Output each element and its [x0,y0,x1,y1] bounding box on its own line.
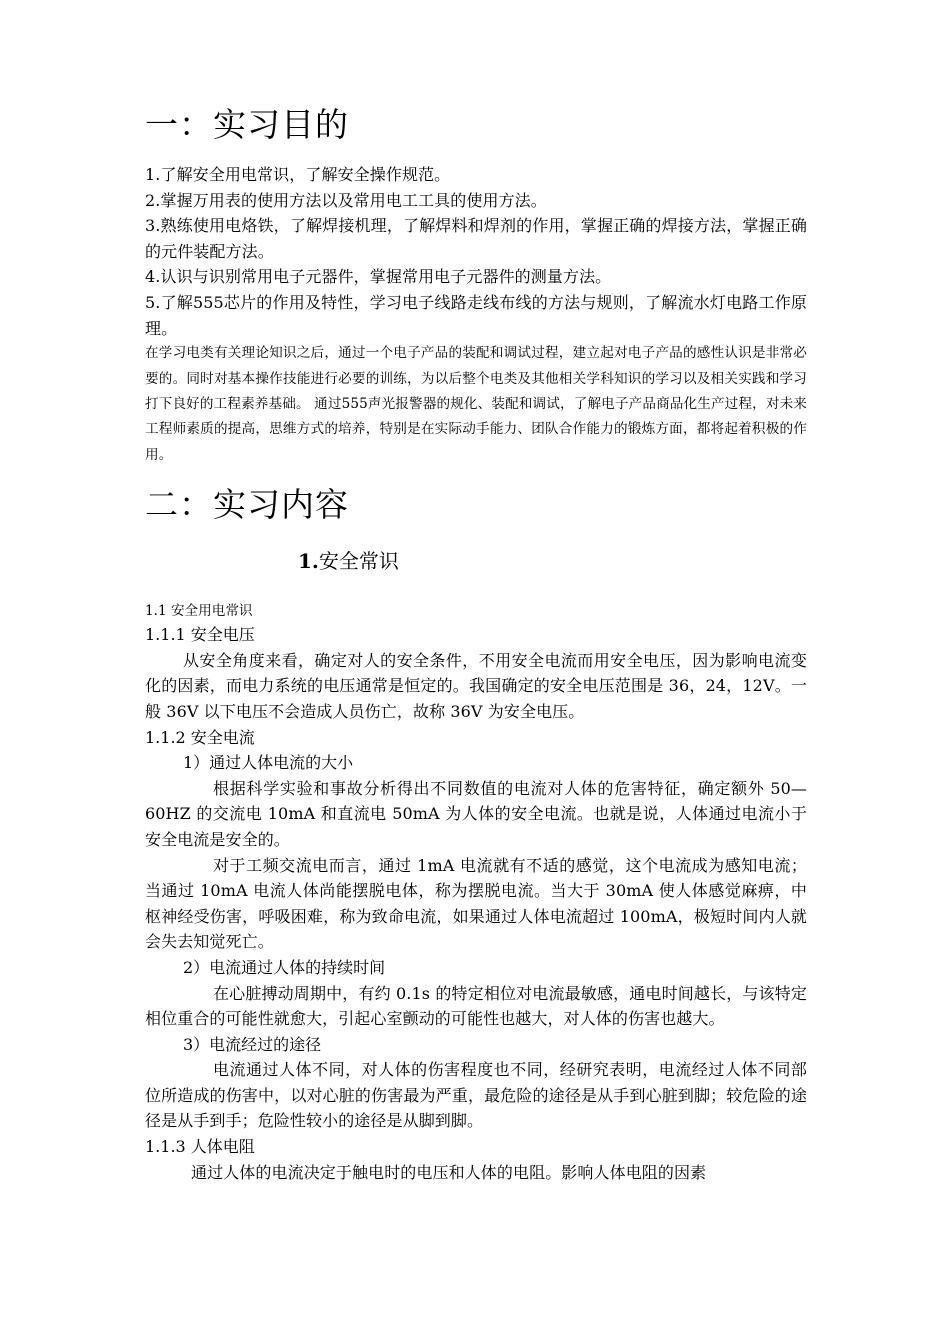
subsection-number: 1. [298,549,319,574]
list-item-duration: 2）电流通过人体的持续时间 [183,957,386,977]
paragraph-current-size-a: 根据科学实验和事故分析得出不同数值的电流对人体的危害特征，确定额外 50—60HZ 的交流电 10mA 和直流电 50mA 为人体的安全电流。也就是说，人体通过电流小于安全电流是安全的。 [145,778,807,849]
list-item-path: 3）电流经过的途径 [183,1034,322,1054]
section-heading-content: 二：实习内容 [145,485,349,525]
purpose-item-1: 1.了解安全用电常识，了解安全操作规范。 [145,165,451,184]
paragraph-path: 电流通过人体不同，对人体的伤害程度也不同，经研究表明，电流经过人体不同部位所造成的伤害中，以对心脏的伤害最为严重，最危险的途径是从手到心脏到脚；较危险的途径是从手到手；危险性较小的途径是从脚到脚。 [145,1060,807,1131]
paragraph-safe-voltage: 从安全角度来看，确定对人的安全条件，不用安全电流而用安全电压，因为影响电流变化的因素，而电力系统的电压通常是恒定的。我国确定的安全电压范围是 36，24，12V。一般 36V 以下电压不会造成人员伤亡，故称 36V 为安全电压。 [145,650,807,721]
purpose-intro-paragraph: 在学习电类有关理论知识之后，通过一个电子产品的装配和调试过程，建立起对电子产品的感性认识是非常必要的。同时对基本操作技能进行必要的训练，为以后整个电类及其他相关学科知识的学习以及相关实践和学习打下良好的工程素养基础。 通过555声光报警器的规化、装配和调试，了解电子产品商品化生产过程，对未来工程师素质的提高，思维方式的培养，特别是在实际动手能力、团队合作能力的锻炼方面，都将起着积极的作用。 [145,345,807,463]
purpose-item-3: 3.熟练使用电烙铁，了解焊接机理，了解焊料和焊剂的作用，掌握正确的焊接方法，掌握正确的元件装配方法。 [145,216,807,261]
purpose-item-5: 5.了解555芯片的作用及特性，学习电子线路走线布线的方法与规则，了解流水灯电路工作原理。 [145,292,807,338]
section-heading-purpose: 一：实习目的 [145,105,349,144]
heading-1-1-3: 1.1.3 人体电阻 [145,1137,255,1157]
paragraph-current-size-b: 对于工频交流电而言，通过 1mA 电流就有不适的感觉，这个电流成为感知电流；当通过 10mA 电流人体尚能摆脱电体，称为摆脱电流。当大于 30mA 使人体感觉麻痹，中枢神经受伤害，呼吸困难，称为致命电流，如果通过人体电流超过 100mA，极短时间内人就会失去知觉死亡。 [145,855,807,952]
heading-1-1-1: 1.1.1 安全电压 [145,625,255,645]
subsection-label: 安全常识 [318,549,399,574]
heading-1-1: 1.1 安全用电常识 [145,603,253,620]
subsection-title [145,544,807,578]
page-content [145,100,807,1185]
purpose-item-2: 2.掌握万用表的使用方法以及常用电工工具的使用方法。 [145,190,547,210]
purpose-item-4: 4.认识与识别常用电子元器件，掌握常用电子元器件的测量方法。 [145,267,612,287]
paragraph-duration: 在心脏搏动周期中，有约 0.1s 的特定相位对电流最敏感，通电时间越长，与该特定相位重合的可能性就愈大，引起心室颤动的可能性也越大，对人体的伤害也越大。 [145,983,807,1029]
heading-1-1-2: 1.1.2 安全电流 [145,727,255,747]
list-item-current-size: 1）通过人体电流的大小 [183,753,354,773]
paragraph-body-resistance: 通过人体的电流决定于触电时的电压和人体的电阻。影响人体电阻的因素 [191,1162,707,1182]
